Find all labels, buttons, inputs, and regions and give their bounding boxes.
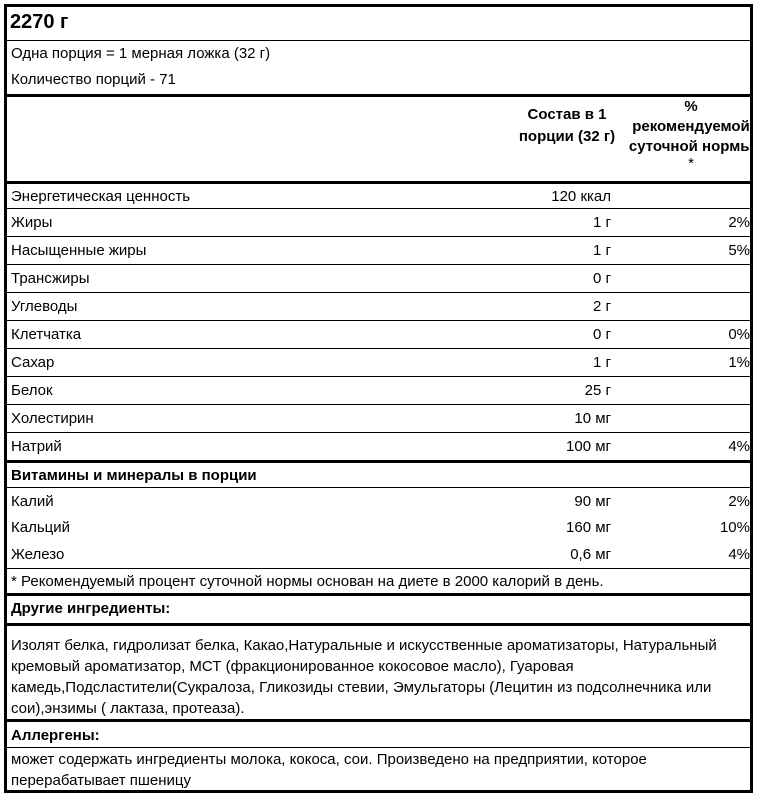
nutrient-name: Энергетическая ценность bbox=[11, 188, 191, 205]
nutrient-amount: 100 мг bbox=[566, 438, 611, 455]
nutrient-row bbox=[7, 376, 750, 404]
nutrient-row bbox=[7, 181, 750, 208]
nutrient-amount: 10 мг bbox=[574, 410, 611, 427]
vitamin-amount: 0,6 мг bbox=[570, 546, 611, 563]
column-header-row bbox=[7, 94, 754, 181]
nutrient-daily-pct: 5% bbox=[728, 242, 750, 259]
daily-value-column-header bbox=[621, 97, 760, 171]
vitamin-row bbox=[7, 541, 750, 568]
ingredients-heading-row bbox=[7, 593, 750, 623]
ingredients-heading: Другие ингредиенты: bbox=[11, 600, 171, 617]
nutrient-amount: 0 г bbox=[593, 326, 611, 343]
nutrient-name: Жиры bbox=[11, 214, 53, 231]
nutrient-name: Холестирин bbox=[11, 410, 94, 427]
allergens-heading-row bbox=[7, 719, 750, 747]
serving-row bbox=[7, 40, 750, 67]
vitamin-name: Калий bbox=[11, 493, 54, 510]
nutrient-amount: 25 г bbox=[584, 382, 611, 399]
footnote-row bbox=[7, 568, 750, 593]
vitamin-daily-pct: 4% bbox=[728, 546, 750, 563]
nutrient-amount: 120 ккал bbox=[551, 188, 611, 205]
nutrient-amount: 1 г bbox=[593, 354, 611, 371]
vitamin-daily-pct: 2% bbox=[728, 493, 750, 510]
vitamin-name: Кальций bbox=[11, 519, 70, 536]
nutrient-name: Трансжиры bbox=[11, 270, 90, 287]
nutrient-row bbox=[7, 432, 750, 460]
ingredients-text-row bbox=[7, 623, 750, 719]
nutrient-amount: 0 г bbox=[593, 270, 611, 287]
nutrient-name: Клетчатка bbox=[11, 326, 82, 343]
nutrient-daily-pct: 1% bbox=[728, 354, 750, 371]
vitamins-heading: Витамины и минералы в порции bbox=[11, 467, 257, 484]
nutrient-name: Сахар bbox=[11, 354, 55, 371]
title-row bbox=[7, 7, 750, 40]
nutrient-row bbox=[7, 264, 750, 292]
allergens-heading: Аллергены: bbox=[11, 727, 100, 744]
vitamin-row bbox=[7, 487, 750, 514]
nutrient-row bbox=[7, 404, 750, 432]
page-title: 2270 г bbox=[10, 11, 69, 33]
nutrient-name: Белок bbox=[11, 382, 53, 399]
footnote: * Рекомендуемый процент суточной нормы основан на диете в 2000 калорий в день. bbox=[11, 573, 604, 590]
vitamin-daily-pct: 10% bbox=[719, 519, 750, 536]
servings-count: Количество порций - 71 bbox=[11, 71, 176, 88]
nutrient-name: Насыщенные жиры bbox=[11, 242, 147, 259]
nutrient-daily-pct: 4% bbox=[728, 438, 750, 455]
nutrient-amount: 2 г bbox=[593, 298, 611, 315]
nutrient-row bbox=[7, 236, 750, 264]
vitamin-amount: 90 мг bbox=[574, 493, 611, 510]
nutrient-amount: 1 г bbox=[593, 242, 611, 259]
amount-column-header: Состав в 1 порции (32 г) bbox=[518, 106, 616, 145]
allergens-text: может содержать ингредиенты молока, кокоса, сои. Произведено на предприятии, которое перерабатывает пшеницу bbox=[11, 751, 647, 789]
servings-count-row bbox=[7, 67, 750, 94]
vitamin-row bbox=[7, 514, 750, 541]
nutrient-amount: 1 г bbox=[593, 214, 611, 231]
daily-value-label: рекомендуемой суточной нормы bbox=[628, 118, 754, 155]
nutrient-row bbox=[7, 320, 750, 348]
nutrient-name: Углеводы bbox=[11, 298, 78, 315]
daily-value-percent-sign: % bbox=[684, 98, 698, 115]
nutrient-name: Натрий bbox=[11, 438, 62, 455]
vitamin-amount: 160 мг bbox=[566, 519, 611, 536]
nutrient-row bbox=[7, 348, 750, 376]
allergens-text-row bbox=[7, 747, 750, 790]
nutrient-row bbox=[7, 208, 750, 236]
vitamins-heading-row bbox=[7, 460, 750, 487]
nutrient-daily-pct: 0% bbox=[728, 326, 750, 343]
serving-size: Одна порция = 1 мерная ложка (32 г) bbox=[11, 45, 271, 62]
vitamin-name: Железо bbox=[11, 546, 65, 563]
daily-value-asterisk: * bbox=[688, 155, 694, 172]
nutrient-row bbox=[7, 292, 750, 320]
nutrient-daily-pct: 2% bbox=[728, 214, 750, 231]
ingredients-text: Изолят белка, гидролизат белка, Какао,Натуральные и искусственные ароматизаторы, Натуральный кремовый ароматизатор, МСТ (фракционированное кокосовое масло), Гуаровая камедь,Подсластители(Сукралоза, Гликозиды стевии, Эмульгаторы (Лецитин из подсолнечника или сои),энзимы ( лактаза, протеаза). bbox=[11, 637, 717, 717]
nutrition-facts-panel bbox=[4, 4, 753, 793]
